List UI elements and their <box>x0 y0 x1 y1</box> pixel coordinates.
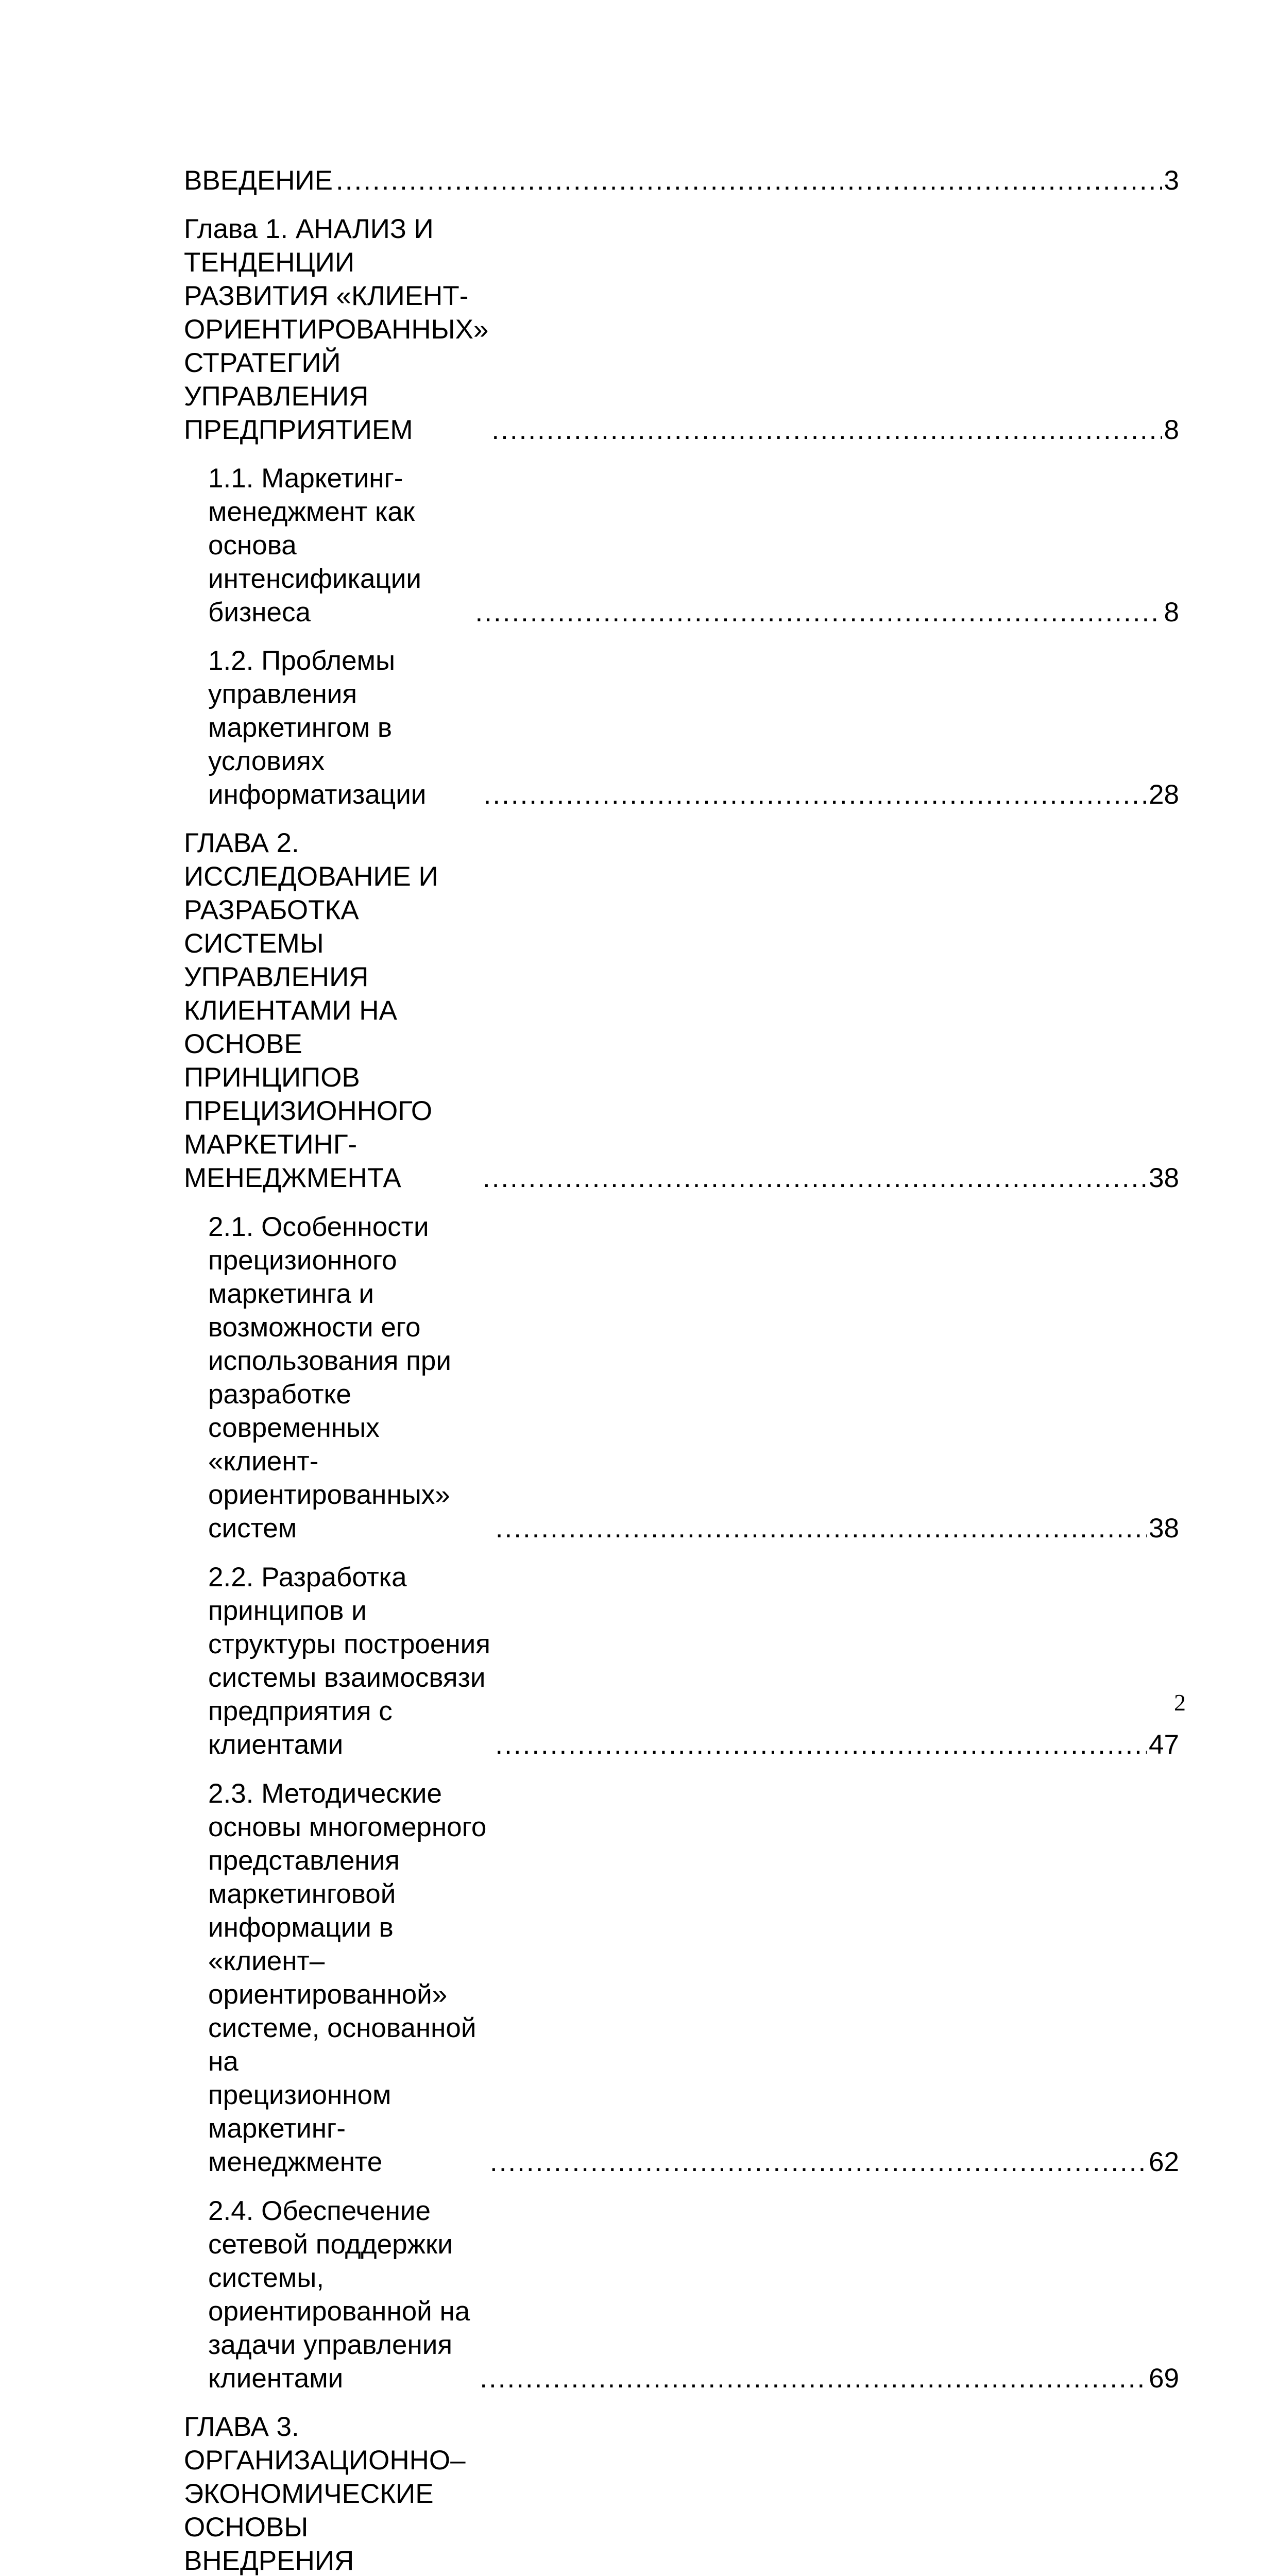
toc-entry-text: 2.2. Разработка принципов и структуры построения системы взаимосвязи предприятия с клиентами <box>208 1562 490 1760</box>
toc-entry-text: Глава 1. АНАЛИЗ И ТЕНДЕНЦИИ РАЗВИТИЯ «КЛИЕНТ- ОРИЕНТИРОВАННЫХ» СТРАТЕГИЙ УПРАВЛЕНИЯ ПРЕДПРИЯТИЕМ <box>184 214 489 445</box>
dot-leader <box>336 164 1162 197</box>
toc-entry-section-1-1[interactable] <box>208 462 1179 629</box>
toc-entry-text: ГЛАВА 2. ИССЛЕДОВАНИЕ И РАЗРАБОТКА СИСТЕМЫ УПРАВЛЕНИЯ КЛИЕНТАМИ НА ОСНОВЕ ПРИНЦИПОВ ПРЕЦИЗИОННОГО МАРКЕТИНГ- МЕНЕДЖМЕНТА <box>184 828 438 1193</box>
toc-entry-section-1-2[interactable] <box>208 644 1179 811</box>
toc-entry-text: 2.4. Обеспечение сетевой поддержки системы, ориентированной на задачи управления клиентами <box>208 2196 470 2394</box>
toc-entry-chapter-3[interactable] <box>184 2410 1179 2576</box>
toc-entry-page: 69 <box>1149 2363 1179 2394</box>
toc-entry-chapter-1[interactable] <box>184 212 1179 447</box>
dot-leader <box>490 2145 1147 2179</box>
toc-entry-text: 1.2. Проблемы управления маркетингом в условиях информатизации <box>208 646 427 810</box>
toc-entry-page: 28 <box>1149 779 1179 810</box>
toc-entry-section-2-4[interactable] <box>208 2194 1179 2395</box>
dot-leader <box>475 596 1162 629</box>
toc-entry-page: 8 <box>1164 597 1179 628</box>
toc-entry-chapter-2[interactable] <box>184 826 1179 1195</box>
toc-entry-text: ГЛАВА 3. ОРГАНИЗАЦИОННО–ЭКОНОМИЧЕСКИЕ ОСНОВЫ ВНЕДРЕНИЯ <box>184 2412 466 2576</box>
toc-entry-introduction[interactable] <box>184 164 1179 197</box>
toc-entry-text: 2.3. Методические основы многомерного представления маркетинговой информации в «клиент–ориентированной» системе, основанной на прецизионном маркетинг-менеджменте <box>208 1778 487 2177</box>
toc-entry-text: 2.1. Особенности прецизионного маркетинга и возможности его использования при разработке современных «клиент- ориентированных» систем <box>208 1212 451 1544</box>
table-of-contents <box>184 164 1179 2576</box>
toc-entry-text: 1.1. Маркетинг-менеджмент как основа интенсификации бизнеса <box>208 463 422 628</box>
toc-entry-section-2-3[interactable] <box>208 1777 1179 2179</box>
dot-leader <box>484 778 1147 811</box>
dot-leader <box>495 1728 1147 1761</box>
dot-leader <box>496 1512 1147 1545</box>
toc-entry-page: 62 <box>1149 2147 1179 2177</box>
toc-entry-text: ВВЕДЕНИЕ <box>184 165 333 196</box>
page-number: 2 <box>1174 1689 1186 1716</box>
toc-entry-page: 8 <box>1164 415 1179 445</box>
dot-leader <box>483 1161 1147 1195</box>
dot-leader <box>491 413 1162 447</box>
dot-leader <box>480 2362 1147 2395</box>
toc-entry-section-2-1[interactable] <box>208 1210 1179 1545</box>
toc-entry-page: 38 <box>1149 1513 1179 1544</box>
toc-entry-page: 3 <box>1164 165 1179 196</box>
toc-entry-page: 38 <box>1149 1163 1179 1193</box>
toc-entry-section-2-2[interactable] <box>208 1561 1179 1761</box>
toc-entry-page: 47 <box>1149 1730 1179 1760</box>
